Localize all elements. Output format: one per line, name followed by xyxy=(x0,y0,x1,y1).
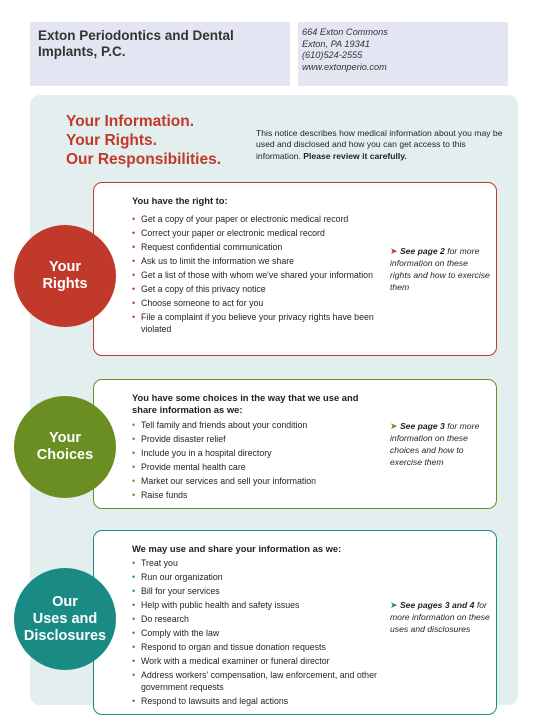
choices-see-page-ref: See page 3 xyxy=(399,421,445,431)
list-item: • Provide mental health care xyxy=(132,460,377,474)
rights-circle-line1: Your xyxy=(49,259,81,275)
rights-circle xyxy=(14,225,116,327)
uses-see-page xyxy=(390,599,490,635)
uses-list xyxy=(132,556,377,708)
practice-address-box xyxy=(298,22,508,86)
uses-circle xyxy=(14,568,116,670)
choices-see-text: for more information on these choices and how to exercise them xyxy=(390,421,480,467)
uses-circle-line2: Uses and xyxy=(32,610,98,627)
uses-circle-line1: Our xyxy=(52,593,78,610)
phone-number: (610)524-2555 xyxy=(302,50,363,60)
list-item: • Help with public health and safety issues xyxy=(132,598,377,612)
list-item: • Ask us to limit the information we share xyxy=(132,254,377,268)
title-line1: Your Information. xyxy=(66,113,195,130)
list-item: • Work with a medical examiner or funeral director xyxy=(132,654,377,668)
list-item: • Request confidential communication xyxy=(132,240,377,254)
list-item: • Tell family and friends about your condition xyxy=(132,418,377,432)
list-item: • Market our services and sell your information xyxy=(132,474,377,488)
uses-see-text: for more information on these uses and disclosures xyxy=(390,600,490,634)
rights-see-text: for more information on these rights and how to exercise them xyxy=(390,246,490,292)
list-item: • Raise funds xyxy=(132,488,377,502)
rights-see-page-ref: See page 2 xyxy=(399,246,445,256)
list-item: • Comply with the law xyxy=(132,626,377,640)
rights-circle-line2: Rights xyxy=(42,276,88,292)
intro-text xyxy=(256,128,506,162)
list-item: • Get a copy of this privacy notice xyxy=(132,282,377,296)
list-item: • Include you in a hospital directory xyxy=(132,446,377,460)
arrow-right-icon: ➤ xyxy=(390,421,398,431)
list-item: • Do research xyxy=(132,612,377,626)
address-street: 664 Exton Commons xyxy=(302,27,388,37)
practice-name-box xyxy=(30,22,290,86)
uses-circle-line3: Disclosures xyxy=(23,627,107,644)
arrow-right-icon: ➤ xyxy=(390,600,398,610)
list-item: • Get a copy of your paper or electronic medical record xyxy=(132,212,377,226)
rights-list xyxy=(132,212,377,336)
list-item: • Run our organization xyxy=(132,570,377,584)
list-item: • Choose someone to act for you xyxy=(132,296,377,310)
website-link[interactable]: www.extonperio.com xyxy=(302,61,387,72)
choices-card xyxy=(93,379,497,509)
list-item: • File a complaint if you believe your privacy rights have been violated xyxy=(132,310,377,336)
rights-card xyxy=(93,182,497,356)
practice-name-line2: Implants, P.C. xyxy=(38,44,126,59)
title-line3: Our Responsibilities. xyxy=(66,151,222,168)
arrow-right-icon: ➤ xyxy=(390,246,398,256)
list-item: • Respond to organ and tissue donation requests xyxy=(132,640,377,654)
choices-heading: You have some choices in the way that we use and share information as we: xyxy=(132,392,359,415)
choices-see-page xyxy=(390,420,490,468)
list-item: • Treat you xyxy=(132,556,377,570)
choices-circle-line1: Your xyxy=(49,430,81,446)
list-item: • Bill for your services xyxy=(132,584,377,598)
choices-circle-line2: Choices xyxy=(36,447,94,463)
list-item: • Get a list of those with whom we've shared your information xyxy=(132,268,377,282)
choices-circle xyxy=(14,396,116,498)
list-item: • Address workers' compensation, law enforcement, and other government requests xyxy=(132,668,377,694)
rights-see-page xyxy=(390,245,490,293)
list-item: • Respond to lawsuits and legal actions xyxy=(132,694,377,708)
practice-name-line1: Exton Periodontics and Dental xyxy=(38,28,234,43)
choices-list xyxy=(132,418,377,502)
title-line2: Your Rights. xyxy=(66,132,157,149)
practice-name xyxy=(38,28,234,60)
uses-see-page-ref: See pages 3 and 4 xyxy=(399,600,475,610)
address-city: Exton, PA 19341 xyxy=(302,38,370,49)
list-item: • Correct your paper or electronic medical record xyxy=(132,226,377,240)
intro-emphasis: Please review it carefully. xyxy=(303,150,407,161)
uses-card xyxy=(93,530,497,715)
page-title xyxy=(66,112,221,169)
list-item: • Provide disaster relief xyxy=(132,432,377,446)
rights-heading: You have the right to: xyxy=(132,195,228,206)
intro-body: This notice describes how medical information about you may be used and disclosed and how you can get access to this information. xyxy=(256,128,503,161)
uses-heading: We may use and share your information as we: xyxy=(132,543,342,554)
practice-address xyxy=(302,27,388,73)
